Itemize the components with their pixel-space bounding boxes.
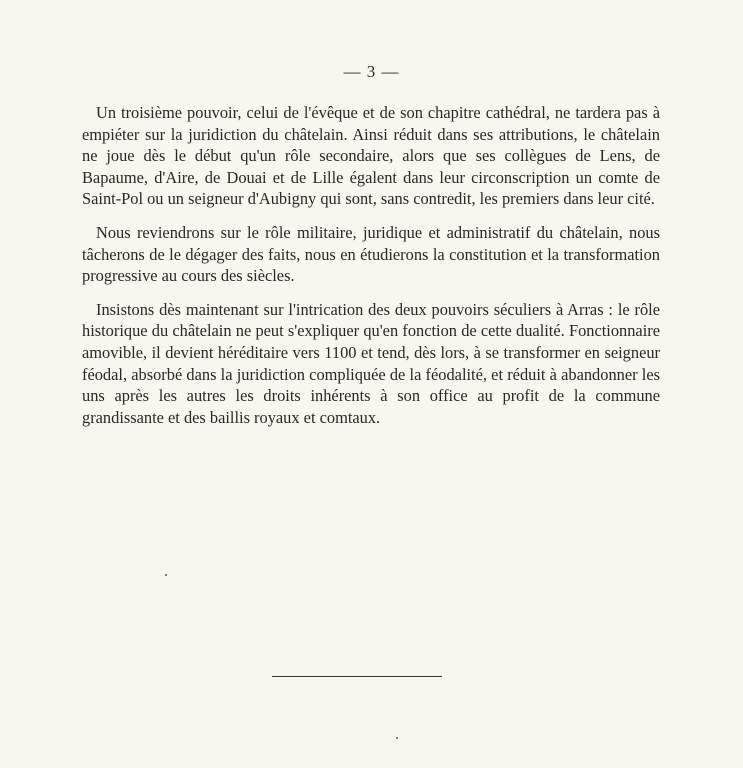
paper-speck bbox=[165, 574, 167, 576]
page-number: — 3 — bbox=[343, 62, 400, 81]
end-rule bbox=[272, 676, 442, 677]
body-text bbox=[82, 102, 660, 440]
paper-speck bbox=[396, 737, 398, 739]
paragraph-3: Insistons dès maintenant sur l'intrication des deux pouvoirs séculiers à Arras : le rôle historique du châtelain ne peut s'expliquer qu'en fonction de cette dualité. Fonctionnaire amovible, il devient héréditaire vers 1100 et tend, dès lors, à se transformer en seigneur féodal, absorbé dans la juridiction compliquée de la féodalité, et réduit à abandonner les uns après les autres les droits inhérents à son office au profit de la commune grandissante et des baillis royaux et comtaux. bbox=[82, 299, 660, 427]
paragraph-1: Un troisième pouvoir, celui de l'évêque et de son chapitre cathédral, ne tardera pas à empiéter sur la juridiction du châtelain. Ainsi réduit dans ses attributions, le châtelain ne joue dès le début qu'un rôle secondaire, alors que ses collègues de Lens, de Bapaume, d'Aire, de Douai et de Lille égalent dans leur circonscription un comte de Saint-Pol ou un seigneur d'Aubigny qui sont, sans contredit, les premiers dans leur cité. bbox=[82, 103, 660, 209]
paragraph-2: Nous reviendrons sur le rôle militaire, juridique et administratif du châtelain, nous tâcherons de le dégager des faits, nous en étudierons la constitution et la transformation progressive au cours des siècles. bbox=[82, 222, 660, 286]
